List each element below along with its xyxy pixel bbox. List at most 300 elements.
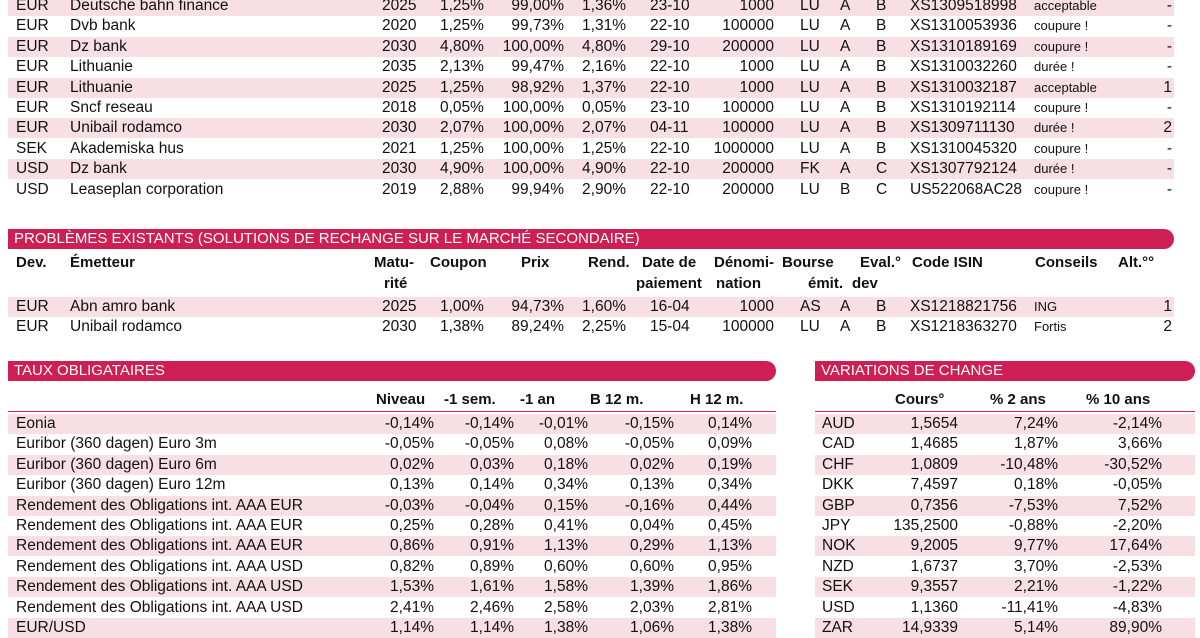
- cell-date: 15-04: [650, 318, 690, 336]
- cell-bourse: LU: [800, 78, 820, 96]
- change-value: 1,1360: [910, 598, 958, 616]
- change-currency: JPY: [822, 517, 851, 534]
- cell-eval: B: [876, 0, 887, 14]
- cell-conseils: coupure !: [1034, 100, 1089, 115]
- cell-alt: 1: [1163, 298, 1172, 315]
- cell-rendement: 1,60%: [582, 298, 626, 315]
- taux-value: 2,46%: [470, 598, 514, 616]
- change-currency: ZAR: [822, 619, 853, 636]
- cell-denomination: 200000: [722, 180, 774, 198]
- change-col-header: % 2 ans: [990, 391, 1046, 408]
- cell-alt: -: [1166, 160, 1172, 178]
- cell-eval: B: [876, 78, 887, 96]
- cell-prix: 99,47%: [511, 58, 564, 76]
- taux-label: Euribor (360 dagen) Euro 12m: [16, 476, 226, 494]
- change-currency: USD: [822, 598, 855, 616]
- col-denom: Dénomi-: [714, 254, 774, 271]
- taux-value: 0,41%: [544, 517, 588, 534]
- taux-value: -0,14%: [464, 415, 514, 432]
- taux-value: 0,09%: [708, 435, 752, 453]
- cell-bourse: LU: [800, 318, 820, 336]
- taux-value: -0,04%: [464, 496, 514, 514]
- cell-conseils: Fortis: [1034, 319, 1067, 335]
- cell-dev: EUR: [16, 58, 49, 76]
- taux-value: 1,38%: [544, 619, 588, 636]
- cell-rendement: 1,36%: [582, 0, 626, 14]
- cell-dev: SEK: [16, 139, 48, 157]
- cell-coupon: 1,25%: [440, 139, 484, 157]
- taux-value: 0,02%: [390, 455, 434, 473]
- cell-isin: XS1218363270: [910, 318, 1017, 336]
- change-value: 0,18%: [1014, 476, 1058, 494]
- col-isin: Code ISIN: [912, 254, 983, 271]
- cell-date: 22-10: [650, 17, 690, 35]
- cell-rendement: 1,37%: [582, 78, 626, 96]
- col-matu-2: rité: [384, 275, 408, 292]
- change-currency: CAD: [822, 435, 855, 453]
- cell-dev: EUR: [16, 0, 49, 14]
- cell-eval: B: [876, 298, 887, 315]
- taux-value: 2,81%: [708, 598, 752, 616]
- cell-rendement: 4,80%: [582, 37, 626, 55]
- change-value: -1,22%: [1112, 578, 1162, 596]
- taux-col-header: Niveau: [376, 391, 426, 408]
- change-value: 3,66%: [1118, 435, 1162, 453]
- taux-value: 0,28%: [470, 517, 514, 534]
- cell-date: 22-10: [650, 78, 690, 96]
- taux-value: 0,04%: [630, 517, 674, 534]
- cell-eval: C: [876, 180, 888, 198]
- taux-value: 2,03%: [630, 598, 674, 616]
- cell-conseils: durée !: [1034, 120, 1075, 136]
- cell-alt: -: [1166, 17, 1172, 35]
- cell-conseils: acceptable: [1034, 79, 1097, 95]
- change-currency: CHF: [822, 455, 854, 473]
- cell-prix: 100,00%: [502, 119, 564, 137]
- cell-rendement: 2,90%: [582, 180, 626, 198]
- cell-dev: EUR: [16, 318, 49, 336]
- taux-label: Rendement des Obligations int. AAA EUR: [16, 496, 303, 514]
- cell-denomination: 1000: [739, 78, 774, 96]
- change-value: -0,88%: [1008, 517, 1058, 534]
- change-col-header: Cours°: [895, 391, 945, 408]
- taux-value: 0,13%: [630, 476, 674, 494]
- taux-value: 1,58%: [544, 578, 588, 596]
- cell-emit: B: [840, 180, 851, 198]
- cell-eval: B: [876, 139, 887, 157]
- cell-dev: USD: [16, 180, 49, 198]
- cell-eval: B: [876, 99, 887, 116]
- cell-maturite: 2018: [382, 99, 417, 116]
- cell-emetteur: Lithuanie: [70, 78, 133, 96]
- taux-value: 0,95%: [708, 557, 752, 575]
- change-currency: GBP: [822, 496, 855, 514]
- cell-maturite: 2035: [382, 58, 417, 76]
- change-value: 7,52%: [1118, 496, 1162, 514]
- cell-bourse: AS: [800, 298, 821, 315]
- taux-value: 0,60%: [544, 557, 588, 575]
- taux-value: 0,86%: [390, 537, 434, 555]
- cell-maturite: 2025: [382, 298, 417, 315]
- cell-denomination: 1000: [739, 0, 774, 14]
- cell-date: 04-11: [650, 119, 689, 137]
- change-currency: SEK: [822, 578, 854, 596]
- taux-value: -0,14%: [384, 415, 434, 432]
- cell-conseils: ING: [1034, 299, 1058, 314]
- change-value: 1,4685: [910, 435, 958, 453]
- problems-title: PROBLÈMES EXISTANTS (SOLUTIONS DE RECHANGE SUR LE MARCHÉ SECONDAIRE): [14, 230, 640, 247]
- cell-denomination: 100000: [722, 99, 774, 116]
- cell-date: 23-10: [650, 99, 690, 116]
- cell-eval: B: [876, 17, 887, 35]
- taux-col-header: H 12 m.: [690, 391, 744, 408]
- cell-denomination: 100000: [722, 318, 774, 336]
- cell-date: 22-10: [650, 58, 690, 76]
- cell-alt: -: [1166, 37, 1172, 55]
- taux-value: 0,18%: [544, 455, 588, 473]
- taux-value: 2,58%: [544, 598, 588, 616]
- change-value: 89,90%: [1109, 619, 1162, 636]
- change-value: 2,21%: [1014, 578, 1058, 596]
- change-value: -30,52%: [1104, 455, 1162, 473]
- cell-maturite: 2019: [382, 180, 417, 198]
- cell-eval: B: [876, 318, 887, 336]
- cell-conseils: coupure !: [1034, 181, 1089, 197]
- taux-label: Rendement des Obligations int. AAA USD: [16, 598, 303, 616]
- taux-value: 1,53%: [390, 578, 434, 596]
- taux-label: Euribor (360 dagen) Euro 3m: [16, 435, 217, 453]
- cell-emetteur: Akademiska hus: [70, 139, 184, 157]
- change-value: 14,9339: [901, 619, 958, 636]
- cell-emit: A: [840, 119, 851, 137]
- cell-conseils: coupure !: [1034, 18, 1089, 34]
- cell-isin: XS1218821756: [910, 298, 1017, 315]
- cell-conseils: durée !: [1034, 161, 1075, 177]
- change-value: -4,83%: [1112, 598, 1162, 616]
- cell-bourse: LU: [800, 99, 820, 116]
- cell-emit: A: [840, 58, 851, 76]
- change-currency: DKK: [822, 476, 854, 494]
- cell-dev: EUR: [16, 298, 49, 315]
- col-dev: Dev.: [16, 254, 47, 271]
- cell-date: 23-10: [650, 0, 690, 14]
- cell-bourse: LU: [800, 139, 820, 157]
- cell-rendement: 4,90%: [582, 160, 626, 178]
- taux-value: 0,34%: [708, 476, 752, 494]
- taux-value: 2,41%: [390, 598, 434, 616]
- cell-bourse: FK: [800, 160, 820, 178]
- cell-alt: -: [1166, 0, 1172, 14]
- taux-label: Rendement des Obligations int. AAA EUR: [16, 517, 303, 534]
- cell-maturite: 2030: [382, 119, 417, 137]
- taux-value: -0,05%: [384, 435, 434, 453]
- taux-label: Euribor (360 dagen) Euro 6m: [16, 455, 217, 473]
- cell-alt: 1: [1163, 78, 1172, 96]
- cell-emit: A: [840, 78, 851, 96]
- cell-isin: XS1310045320: [910, 139, 1017, 157]
- taux-col-header: -1 sem.: [444, 391, 496, 408]
- cell-date: 22-10: [650, 180, 690, 198]
- taux-value: -0,05%: [624, 435, 674, 453]
- cell-prix: 98,92%: [511, 78, 564, 96]
- cell-emetteur: Deutsche bahn finance: [70, 0, 229, 14]
- cell-isin: XS1309711130: [910, 119, 1015, 137]
- col-prix: Prix: [521, 254, 550, 271]
- cell-emetteur: Unibail rodamco: [70, 119, 182, 137]
- taux-value: -0,01%: [538, 415, 588, 432]
- cell-rendement: 1,25%: [582, 139, 626, 157]
- cell-emit: A: [840, 99, 851, 116]
- cell-prix: 100,00%: [502, 99, 564, 116]
- cell-coupon: 1,00%: [440, 298, 484, 315]
- col-date-2: paiement: [636, 275, 702, 292]
- taux-label: Eonia: [16, 415, 56, 432]
- cell-rendement: 2,16%: [582, 58, 626, 76]
- cell-dev: USD: [16, 160, 49, 178]
- taux-value: 1,14%: [390, 619, 434, 636]
- cell-emetteur: Sncf reseau: [70, 99, 153, 116]
- taux-value: 1,38%: [708, 619, 752, 636]
- change-value: 1,87%: [1014, 435, 1058, 453]
- cell-prix: 94,73%: [511, 298, 564, 315]
- cell-emit: A: [840, 160, 851, 178]
- cell-dev: EUR: [16, 17, 49, 35]
- col-bourse: Bourse: [782, 254, 834, 271]
- taux-value: -0,16%: [624, 496, 674, 514]
- taux-value: 0,15%: [544, 496, 588, 514]
- cell-alt: -: [1166, 180, 1172, 198]
- col-coupon: Coupon: [430, 254, 487, 271]
- taux-value: 0,02%: [630, 455, 674, 473]
- cell-eval: B: [876, 37, 887, 55]
- cell-emit: A: [840, 17, 851, 35]
- taux-value: 0,45%: [708, 517, 752, 534]
- col-conseils: Conseils: [1035, 254, 1098, 271]
- cell-date: 22-10: [650, 160, 690, 178]
- cell-denomination: 100000: [722, 119, 774, 137]
- cell-emetteur: Abn amro bank: [70, 298, 176, 315]
- taux-value: 0,91%: [470, 537, 514, 555]
- cell-coupon: 4,80%: [440, 37, 484, 55]
- taux-divider: [8, 411, 776, 412]
- cell-dev: EUR: [16, 99, 49, 116]
- change-currency: AUD: [822, 415, 855, 432]
- cell-prix: 100,00%: [502, 37, 564, 55]
- cell-dev: EUR: [16, 119, 49, 137]
- taux-value: 0,44%: [708, 496, 752, 514]
- cell-isin: XS1307792124: [910, 160, 1017, 178]
- cell-alt: 2: [1163, 318, 1172, 336]
- col-rend: Rend.: [588, 254, 630, 271]
- cell-date: 29-10: [650, 37, 690, 55]
- change-value: 7,4597: [910, 476, 958, 494]
- taux-value: 0,34%: [544, 476, 588, 494]
- taux-value: 0,89%: [470, 557, 514, 575]
- cell-dev: EUR: [16, 37, 49, 55]
- cell-isin: US522068AC28: [910, 180, 1023, 198]
- cell-bourse: LU: [800, 17, 820, 35]
- cell-coupon: 1,25%: [440, 17, 484, 35]
- cell-maturite: 2021: [382, 139, 417, 157]
- cell-emit: A: [840, 318, 851, 336]
- taux-value: -0,05%: [464, 435, 514, 453]
- change-value: 1,6737: [910, 557, 958, 575]
- taux-value: 1,06%: [630, 619, 674, 636]
- change-value: 7,24%: [1014, 415, 1058, 432]
- taux-value: 0,03%: [470, 455, 514, 473]
- cell-denomination: 1000: [739, 58, 774, 76]
- taux-value: -0,15%: [624, 415, 674, 432]
- change-value: -2,14%: [1112, 415, 1162, 432]
- taux-value: 0,60%: [630, 557, 674, 575]
- cell-prix: 100,00%: [502, 139, 564, 157]
- change-value: 0,7356: [910, 496, 958, 514]
- cell-emit: A: [840, 37, 851, 55]
- cell-emetteur: Dz bank: [70, 160, 127, 178]
- cell-date: 22-10: [650, 139, 690, 157]
- cell-maturite: 2030: [382, 37, 417, 55]
- change-currency: NZD: [822, 557, 854, 575]
- change-value: -2,53%: [1112, 557, 1162, 575]
- cell-conseils: acceptable: [1034, 0, 1097, 13]
- cell-maturite: 2025: [382, 78, 417, 96]
- change-divider: [815, 411, 1195, 412]
- cell-emetteur: Lithuanie: [70, 58, 133, 76]
- col-date: Date de: [642, 254, 697, 271]
- taux-value: 0,14%: [470, 476, 514, 494]
- taux-label: Rendement des Obligations int. AAA EUR: [16, 537, 303, 555]
- cell-coupon: 2,88%: [440, 180, 484, 198]
- taux-value: 0,13%: [390, 476, 434, 494]
- taux-value: -0,03%: [384, 496, 434, 514]
- cell-maturite: 2030: [382, 160, 417, 178]
- cell-isin: XS1310032260: [910, 58, 1017, 76]
- cell-coupon: 4,90%: [440, 160, 484, 178]
- cell-isin: XS1309518998: [910, 0, 1017, 14]
- cell-bourse: LU: [800, 58, 820, 76]
- taux-value: 1,61%: [470, 578, 514, 596]
- taux-value: 0,19%: [708, 455, 752, 473]
- cell-emetteur: Unibail rodamco: [70, 318, 182, 336]
- cell-coupon: 2,13%: [440, 58, 484, 76]
- change-value: 9,3557: [910, 578, 958, 596]
- change-currency: NOK: [822, 537, 856, 555]
- cell-coupon: 1,25%: [440, 78, 484, 96]
- cell-alt: -: [1166, 58, 1172, 76]
- change-value: -0,05%: [1112, 476, 1162, 494]
- cell-coupon: 0,05%: [440, 99, 484, 116]
- cell-maturite: 2025: [382, 0, 417, 14]
- change-value: 1,0809: [910, 455, 958, 473]
- taux-value: 1,86%: [708, 578, 752, 596]
- cell-isin: XS1310032187: [910, 78, 1017, 96]
- change-value: -2,20%: [1112, 517, 1162, 534]
- col-emetteur: Émetteur: [70, 254, 136, 271]
- cell-emit: A: [840, 139, 851, 157]
- cell-alt: -: [1166, 139, 1172, 157]
- cell-prix: 100,00%: [502, 160, 564, 178]
- cell-denomination: 200000: [722, 37, 774, 55]
- cell-date: 16-04: [650, 298, 690, 315]
- cell-maturite: 2020: [382, 17, 417, 35]
- taux-value: 0,82%: [390, 557, 434, 575]
- cell-rendement: 1,31%: [582, 17, 626, 35]
- cell-bourse: LU: [800, 180, 820, 198]
- taux-value: 1,13%: [544, 537, 588, 555]
- cell-emetteur: Dz bank: [70, 37, 127, 55]
- change-value: 1,5654: [910, 415, 958, 432]
- change-value: -7,53%: [1008, 496, 1058, 514]
- cell-bourse: LU: [800, 37, 820, 55]
- change-title: VARIATIONS DE CHANGE: [821, 362, 1003, 379]
- col-alt: Alt.°°: [1118, 254, 1155, 271]
- cell-rendement: 2,07%: [582, 119, 626, 137]
- cell-alt: 2: [1163, 119, 1172, 137]
- cell-denomination: 200000: [722, 160, 774, 178]
- cell-conseils: coupure !: [1034, 140, 1089, 156]
- change-value: -10,48%: [1000, 455, 1058, 473]
- cell-prix: 99,73%: [511, 17, 564, 35]
- cell-alt: -: [1166, 99, 1172, 116]
- taux-value: 1,13%: [708, 537, 752, 555]
- cell-isin: XS1310053936: [910, 17, 1017, 35]
- cell-emit: A: [840, 0, 851, 14]
- taux-col-header: B 12 m.: [590, 391, 644, 408]
- taux-value: 0,14%: [708, 415, 752, 432]
- cell-eval: B: [876, 58, 887, 76]
- change-value: 3,70%: [1014, 557, 1058, 575]
- col-matu: Matu-: [374, 254, 414, 271]
- taux-value: 0,25%: [390, 517, 434, 534]
- cell-conseils: durée !: [1034, 59, 1075, 75]
- cell-bourse: LU: [800, 0, 820, 14]
- col-eval: Eval.°: [860, 254, 902, 271]
- change-col-header: % 10 ans: [1086, 391, 1151, 408]
- cell-emetteur: Dvb bank: [70, 17, 136, 35]
- cell-denomination: 100000: [722, 17, 774, 35]
- change-value: 17,64%: [1109, 537, 1162, 555]
- col-eval-2: dev: [852, 275, 878, 292]
- taux-label: EUR/USD: [16, 619, 86, 636]
- taux-value: 0,08%: [544, 435, 588, 453]
- cell-prix: 89,24%: [511, 318, 564, 336]
- cell-eval: B: [876, 119, 887, 137]
- taux-col-header: -1 an: [520, 391, 556, 408]
- change-value: 5,14%: [1014, 619, 1058, 636]
- cell-dev: EUR: [16, 78, 49, 96]
- cell-emit: A: [840, 298, 851, 315]
- cell-denomination: 1000: [739, 298, 774, 315]
- cell-emetteur: Leaseplan corporation: [70, 180, 224, 198]
- change-value: -11,41%: [1001, 598, 1058, 616]
- taux-value: 0,29%: [630, 537, 674, 555]
- cell-rendement: 2,25%: [582, 318, 626, 336]
- cell-coupon: 1,25%: [440, 0, 484, 14]
- cell-bourse: LU: [800, 119, 820, 137]
- cell-eval: C: [876, 160, 888, 178]
- cell-isin: XS1310192114: [910, 99, 1016, 116]
- col-denom-2: nation: [716, 275, 761, 292]
- cell-conseils: coupure !: [1034, 38, 1089, 54]
- cell-denomination: 1000000: [713, 139, 774, 157]
- change-value: 135,2500: [893, 517, 958, 534]
- taux-title: TAUX OBLIGATAIRES: [14, 362, 165, 379]
- cell-maturite: 2030: [382, 318, 417, 336]
- cell-coupon: 2,07%: [440, 119, 484, 137]
- cell-prix: 99,94%: [511, 180, 564, 198]
- change-value: 9,2005: [910, 537, 958, 555]
- cell-rendement: 0,05%: [582, 99, 626, 116]
